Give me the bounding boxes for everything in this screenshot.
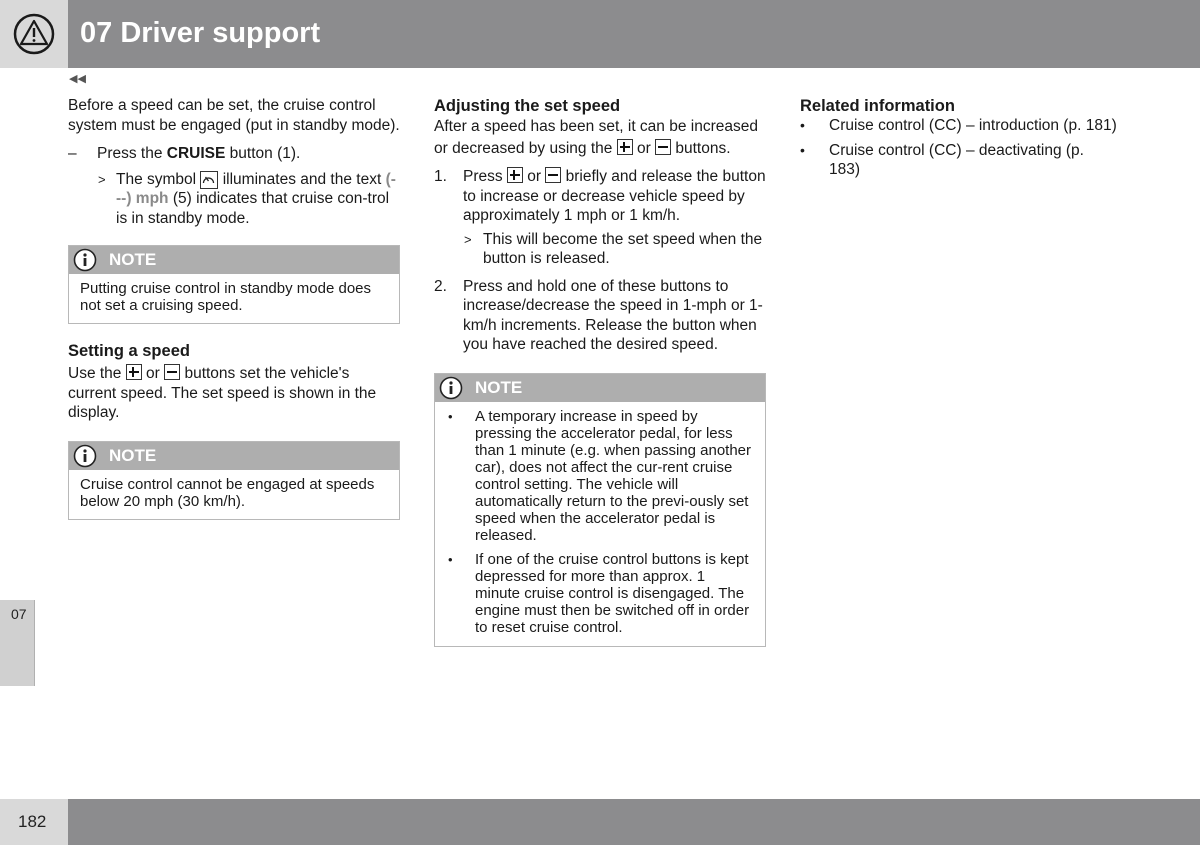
minus-button-icon [545,167,561,183]
chapter-title: 07 Driver support [80,17,321,49]
info-icon [439,376,463,400]
note-box-standby [68,245,400,324]
note-box-min-speed [68,441,400,520]
section-heading-adjusting: Adjusting the set speed [434,97,621,115]
plus-button-icon [126,364,142,380]
minus-button-icon [164,364,180,380]
minus-button-icon [655,139,671,155]
related-link-introduction[interactable]: • Cruise control (CC) – introduction (p. 181) [800,117,1117,134]
note-text: Putting cruise control in standby mode does not set a cruising speed. [80,280,371,314]
section-heading-setting-speed: Setting a speed [68,342,190,360]
back-arrows-icon[interactable]: ◀◀ [69,73,86,85]
chapter-tab-number: 07 [11,606,27,622]
column-left [68,96,400,520]
note-label: NOTE [475,377,523,397]
info-icon [73,248,97,272]
step-press-cruise: – Press the CRUISE button (1). [68,145,301,162]
intro-paragraph: Before a speed can be set, the cruise control system must be engaged (put in standby mode). [68,97,400,134]
step-1: 1. Press or briefly and release the button to increase or decrease vehicle speed by approximately 1 mph or 1 km/h. [434,168,766,224]
setting-speed-paragraph: Use the or buttons set the vehicle's current speed. The set speed is shown in the display. [68,365,377,421]
plus-button-icon [507,167,523,183]
note-header [69,246,399,274]
standby-speed-text: (---) mph [116,170,396,207]
column-right [800,96,1140,180]
step-result: > The symbol illuminates and the text (---) mph (5) indicates that cruise con-trol is in standby mode. [98,170,396,227]
step-2: 2. Press and hold one of these buttons to increase/decrease the speed in 1-mph or 1-km/h increments. Release the button when you have reached the desired speed. [434,277,763,353]
warning-triangle-icon [0,0,68,68]
page-number: 182 [18,812,47,831]
footer-bar [68,799,1200,845]
note-header [69,442,399,470]
step-1-result: > This will become the set speed when the button is released. [464,230,763,267]
section-heading-related: Related information [800,97,955,115]
note-box-temporary-increase [434,373,766,647]
chapter-side-tab[interactable] [0,600,35,686]
warning-icon-box [0,0,68,68]
note-header [435,374,765,402]
cruise-button-label: CRUISE [166,145,226,162]
column-middle [434,96,766,647]
note-bullet-item: • If one of the cruise control buttons is kept depressed for more than approx. 1 minute cruise control is disengaged. The engine must then be switched off in order to reset cruise control. [448,550,750,636]
note-text: Cruise control cannot be engaged at speeds below 20 mph (30 km/h). [80,475,375,510]
plus-button-icon [617,139,633,155]
note-label: NOTE [109,250,157,269]
result-marker: > [98,171,106,187]
note-label: NOTE [109,445,157,465]
result-marker: > [464,231,472,247]
dash-bullet: – [68,145,77,162]
info-icon [73,444,97,468]
cruise-symbol-icon [200,171,218,189]
note-bullets [435,402,765,646]
adjusting-intro: After a speed has been set, it can be increased or decreased by using the or buttons. [434,118,758,157]
related-link-deactivating[interactable]: • Cruise control (CC) – deactivating (p. 183) [800,141,1084,178]
note-bullet-item: • A temporary increase in speed by pressing the accelerator pedal, for less than 1 minute (e.g. when passing another car), does not affect the cur-rent cruise control setting. The vehicle will automatically return to the previ-ously set speed when the accelerator pedal is released. [448,407,752,544]
